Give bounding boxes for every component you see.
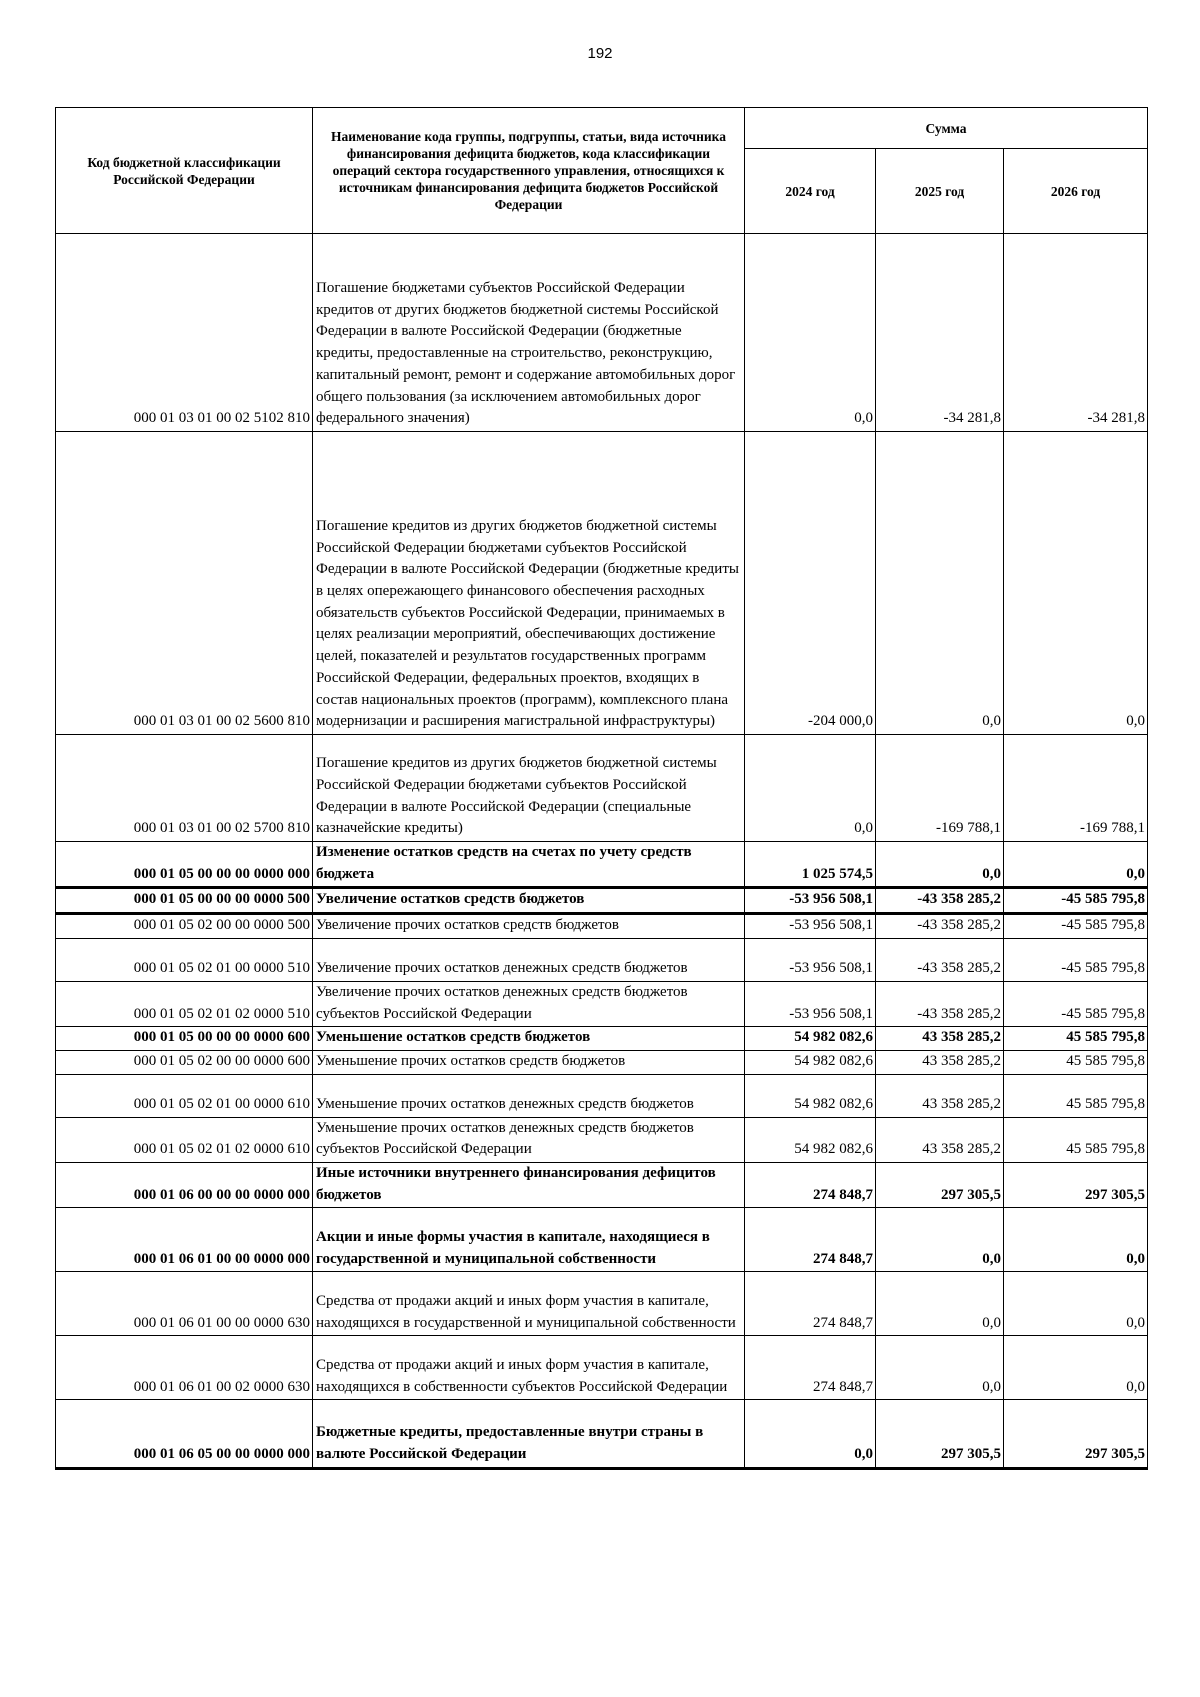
value-2026-cell: 45 585 795,8 xyxy=(1004,1027,1148,1051)
row-name-cell: Средства от продажи акций и иных форм участия в капитале, находящихся в государственной и муниципальной собственности xyxy=(313,1272,745,1336)
header-year-2024: 2024 год xyxy=(745,149,876,234)
value-2025-cell: -169 788,1 xyxy=(876,735,1004,842)
row-name-cell: Средства от продажи акций и иных форм участия в капитале, находящихся в собственности субъектов Российской Федерации xyxy=(313,1336,745,1400)
budget-code-cell: 000 01 03 01 00 02 5600 810 xyxy=(56,432,313,735)
row-name-cell: Увеличение прочих остатков денежных средств бюджетов xyxy=(313,938,745,981)
value-2026-cell: 0,0 xyxy=(1004,1336,1148,1400)
value-2025-cell: 0,0 xyxy=(876,842,1004,888)
value-2026-cell: -45 585 795,8 xyxy=(1004,981,1148,1026)
table-row xyxy=(56,1336,1148,1400)
row-name-cell: Бюджетные кредиты, предоставленные внутри страны в валюте Российской Федерации xyxy=(313,1400,745,1468)
value-2025-cell: 297 305,5 xyxy=(876,1163,1004,1208)
value-2026-cell: 45 585 795,8 xyxy=(1004,1050,1148,1074)
value-2025-cell: -43 358 285,2 xyxy=(876,914,1004,939)
row-name-cell: Изменение остатков средств на счетах по учету средств бюджета xyxy=(313,842,745,888)
budget-code-cell: 000 01 03 01 00 02 5700 810 xyxy=(56,735,313,842)
value-2025-cell: -43 358 285,2 xyxy=(876,981,1004,1026)
value-2025-cell: 43 358 285,2 xyxy=(876,1074,1004,1117)
value-2026-cell: 0,0 xyxy=(1004,1272,1148,1336)
table-row xyxy=(56,888,1148,914)
budget-code-cell: 000 01 03 01 00 02 5102 810 xyxy=(56,234,313,432)
value-2024-cell: 0,0 xyxy=(745,735,876,842)
table-row xyxy=(56,1272,1148,1336)
budget-sources-table xyxy=(55,107,1148,1470)
header-code: Код бюджетной классификации Российской Федерации xyxy=(56,108,313,234)
table-row xyxy=(56,938,1148,981)
value-2024-cell: 274 848,7 xyxy=(745,1336,876,1400)
table-row xyxy=(56,432,1148,735)
value-2025-cell: -43 358 285,2 xyxy=(876,888,1004,914)
row-name-cell: Иные источники внутреннего финансирования дефицитов бюджетов xyxy=(313,1163,745,1208)
budget-code-cell: 000 01 05 02 01 02 0000 510 xyxy=(56,981,313,1026)
value-2026-cell: -169 788,1 xyxy=(1004,735,1148,842)
value-2024-cell: 1 025 574,5 xyxy=(745,842,876,888)
value-2024-cell: -53 956 508,1 xyxy=(745,981,876,1026)
value-2024-cell: 54 982 082,6 xyxy=(745,1050,876,1074)
table-body xyxy=(56,234,1148,1469)
value-2024-cell: 54 982 082,6 xyxy=(745,1117,876,1162)
value-2026-cell: 0,0 xyxy=(1004,432,1148,735)
value-2025-cell: 0,0 xyxy=(876,1272,1004,1336)
budget-code-cell: 000 01 06 05 00 00 0000 000 xyxy=(56,1400,313,1468)
budget-code-cell: 000 01 05 02 01 00 0000 510 xyxy=(56,938,313,981)
value-2024-cell: 274 848,7 xyxy=(745,1272,876,1336)
budget-code-cell: 000 01 05 02 00 00 0000 500 xyxy=(56,914,313,939)
value-2025-cell: -34 281,8 xyxy=(876,234,1004,432)
row-name-cell: Увеличение прочих остатков денежных средств бюджетов субъектов Российской Федерации xyxy=(313,981,745,1026)
budget-code-cell: 000 01 06 01 00 00 0000 630 xyxy=(56,1272,313,1336)
value-2024-cell: 0,0 xyxy=(745,1400,876,1468)
row-name-cell: Увеличение прочих остатков средств бюджетов xyxy=(313,914,745,939)
value-2026-cell: -34 281,8 xyxy=(1004,234,1148,432)
value-2024-cell: 54 982 082,6 xyxy=(745,1027,876,1051)
budget-code-cell: 000 01 05 02 00 00 0000 600 xyxy=(56,1050,313,1074)
page-number: 192 xyxy=(587,45,613,62)
row-name-cell: Погашение кредитов из других бюджетов бюджетной системы Российской Федерации бюджетами субъектов Российской Федерации в валюте Российской Федерации (специальные казначейские кредиты) xyxy=(313,735,745,842)
budget-code-cell: 000 01 05 02 01 02 0000 610 xyxy=(56,1117,313,1162)
budget-code-cell: 000 01 05 02 01 00 0000 610 xyxy=(56,1074,313,1117)
table-row xyxy=(56,1400,1148,1468)
header-sum: Сумма xyxy=(745,108,1148,149)
value-2024-cell: -204 000,0 xyxy=(745,432,876,735)
value-2026-cell: 0,0 xyxy=(1004,842,1148,888)
table-row xyxy=(56,1208,1148,1272)
value-2024-cell: -53 956 508,1 xyxy=(745,888,876,914)
table-row xyxy=(56,1074,1148,1117)
value-2026-cell: 297 305,5 xyxy=(1004,1163,1148,1208)
budget-code-cell: 000 01 05 00 00 00 0000 600 xyxy=(56,1027,313,1051)
value-2024-cell: -53 956 508,1 xyxy=(745,914,876,939)
table-row xyxy=(56,1027,1148,1051)
value-2025-cell: 0,0 xyxy=(876,1336,1004,1400)
value-2024-cell: -53 956 508,1 xyxy=(745,938,876,981)
table-row xyxy=(56,842,1148,888)
row-name-cell: Уменьшение прочих остатков денежных средств бюджетов субъектов Российской Федерации xyxy=(313,1117,745,1162)
value-2025-cell: -43 358 285,2 xyxy=(876,938,1004,981)
table-row xyxy=(56,981,1148,1026)
value-2025-cell: 297 305,5 xyxy=(876,1400,1004,1468)
value-2025-cell: 43 358 285,2 xyxy=(876,1117,1004,1162)
budget-code-cell: 000 01 06 00 00 00 0000 000 xyxy=(56,1163,313,1208)
header-year-2025: 2025 год xyxy=(876,149,1004,234)
value-2025-cell: 0,0 xyxy=(876,1208,1004,1272)
value-2026-cell: 45 585 795,8 xyxy=(1004,1074,1148,1117)
value-2025-cell: 0,0 xyxy=(876,432,1004,735)
table-row xyxy=(56,735,1148,842)
row-name-cell: Уменьшение прочих остатков средств бюджетов xyxy=(313,1050,745,1074)
budget-code-cell: 000 01 06 01 00 02 0000 630 xyxy=(56,1336,313,1400)
value-2025-cell: 43 358 285,2 xyxy=(876,1027,1004,1051)
budget-code-cell: 000 01 06 01 00 00 0000 000 xyxy=(56,1208,313,1272)
row-name-cell: Уменьшение остатков средств бюджетов xyxy=(313,1027,745,1051)
budget-code-cell: 000 01 05 00 00 00 0000 500 xyxy=(56,888,313,914)
value-2024-cell: 0,0 xyxy=(745,234,876,432)
budget-code-cell: 000 01 05 00 00 00 0000 000 xyxy=(56,842,313,888)
value-2024-cell: 54 982 082,6 xyxy=(745,1074,876,1117)
value-2026-cell: 0,0 xyxy=(1004,1208,1148,1272)
table-row xyxy=(56,914,1148,939)
value-2024-cell: 274 848,7 xyxy=(745,1208,876,1272)
table-row xyxy=(56,1050,1148,1074)
value-2026-cell: -45 585 795,8 xyxy=(1004,938,1148,981)
row-name-cell: Акции и иные формы участия в капитале, находящиеся в государственной и муниципальной собственности xyxy=(313,1208,745,1272)
row-name-cell: Погашение бюджетами субъектов Российской Федерации кредитов от других бюджетов бюджетной системы Российской Федерации в валюте Российской Федерации (бюджетные кредиты, предоставленные на строительство, реконструкцию, капитальный ремонт, ремонт и содержание автомобильных дорог общего пользования (за исключением автомобильных дорог федерального значения) xyxy=(313,234,745,432)
table-row xyxy=(56,1163,1148,1208)
row-name-cell: Увеличение остатков средств бюджетов xyxy=(313,888,745,914)
table-row xyxy=(56,234,1148,432)
header-name: Наименование кода группы, подгруппы, статьи, вида источника финансирования дефицита бюджетов, кода классификации операций сектора государственного управления, относящихся к источникам финансирования дефицита бюджетов Российской Федерации xyxy=(313,108,745,234)
row-name-cell: Уменьшение прочих остатков денежных средств бюджетов xyxy=(313,1074,745,1117)
value-2026-cell: 45 585 795,8 xyxy=(1004,1117,1148,1162)
value-2026-cell: 297 305,5 xyxy=(1004,1400,1148,1468)
table-row xyxy=(56,1117,1148,1162)
value-2024-cell: 274 848,7 xyxy=(745,1163,876,1208)
row-name-cell: Погашение кредитов из других бюджетов бюджетной системы Российской Федерации бюджетами субъектов Российской Федерации в валюте Российской Федерации (бюджетные кредиты в целях опережающего финансового обеспечения расходных обязательств субъектов Российской Федерации, принимаемых в целях реализации мероприятий, обеспечивающих достижение целей, показателей и результатов государственных программ Российской Федерации, федеральных проектов, входящих в состав национальных проектов (программ), комплексного плана модернизации и расширения магистральной инфраструктуры) xyxy=(313,432,745,735)
value-2026-cell: -45 585 795,8 xyxy=(1004,914,1148,939)
header-year-2026: 2026 год xyxy=(1004,149,1148,234)
value-2026-cell: -45 585 795,8 xyxy=(1004,888,1148,914)
value-2025-cell: 43 358 285,2 xyxy=(876,1050,1004,1074)
